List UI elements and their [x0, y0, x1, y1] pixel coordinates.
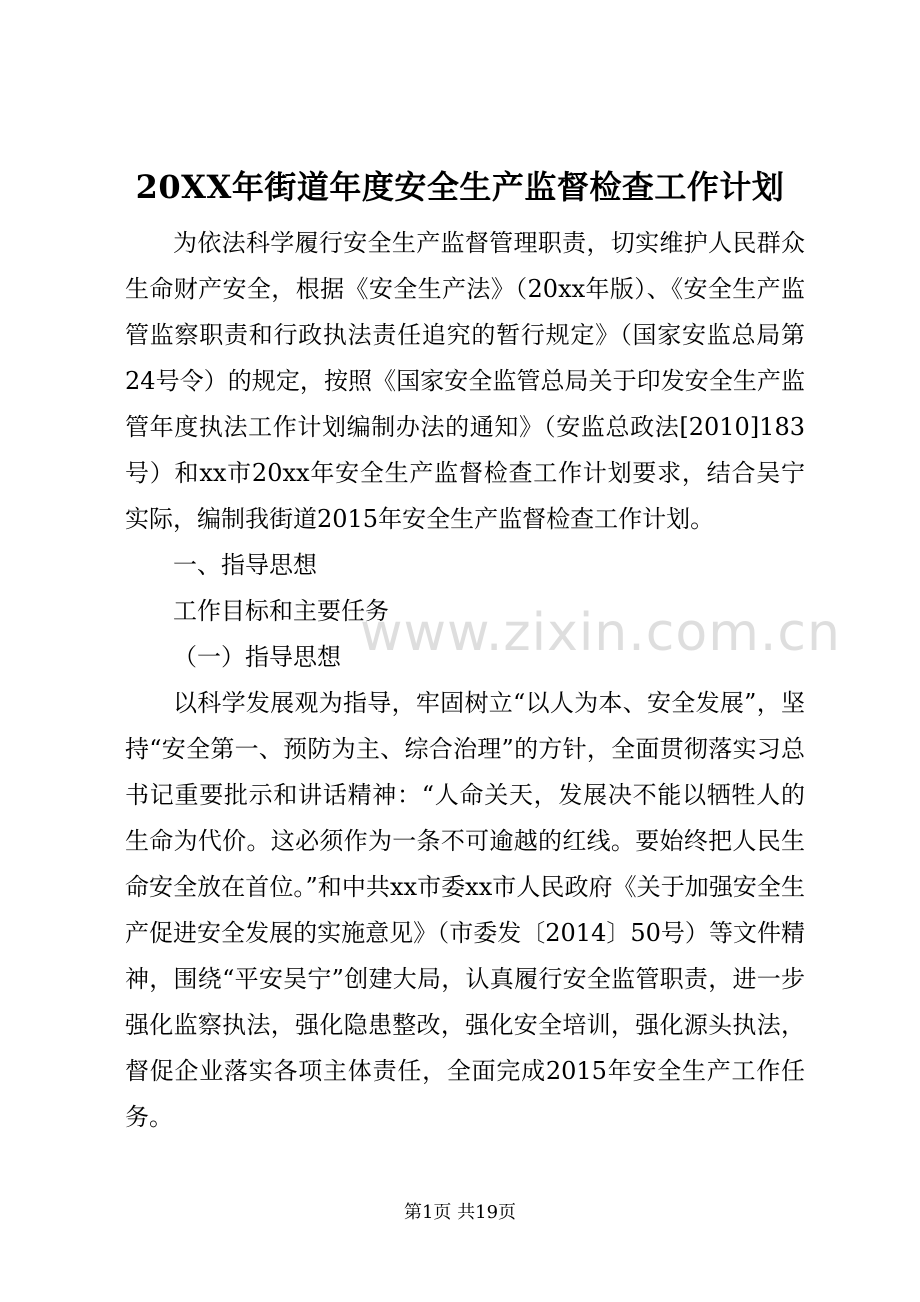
guiding-ideology-paragraph: 以科学发展观为指导，牢固树立“以人为本、安全发展”，坚持“安全第一、预防为主、综合治理”的方针，全面贯彻落实习总书记重要批示和讲话精神：“人命关天，发展决不能以牺牲人的生命为代价。这必须作为一条不可逾越的红线。要始终把人民生命安全放在首位。”和中共xx市委xx市人民政府《关于加强安全生产促进安全发展的实施意见》（市委发〔2014〕50号）等文件精神，围绕“平安吴宁”创建大局，认真履行安全监管职责，进一步强化监察执法，强化隐患整改，强化安全培训，强化源头执法，督促企业落实各项主体责任，全面完成2015年安全生产工作任务。: [125, 689, 805, 1131]
watermark-text: www.zixin.com.cn: [360, 603, 841, 663]
section-heading-guiding-ideology: 一、指导思想: [173, 551, 317, 579]
subsection-heading-guiding-ideology: （一）指导思想: [173, 643, 341, 671]
section-heading-goals-tasks: 工作目标和主要任务: [173, 597, 389, 625]
intro-paragraph: 为依法科学履行安全生产监督管理职责，切实维护人民群众生命财产安全，根据《安全生产法》（20xx年版）、《安全生产监管监察职责和行政执法责任追究的暂行规定》（国家安监总局第24号令）的规定，按照《国家安全监管总局关于印发安全生产监管年度执法工作计划编制办法的通知》（安监总政法[2010]183号）和xx市20xx年安全生产监督检查工作计划要求，结合吴宁实际，编制我街道2015年安全生产监督检查工作计划。: [125, 229, 805, 533]
document-title: 20XX年街道年度安全生产监督检查工作计划: [135, 168, 785, 206]
document-body: [125, 220, 805, 1140]
page-footer: 第1页 共19页: [403, 1202, 517, 1223]
